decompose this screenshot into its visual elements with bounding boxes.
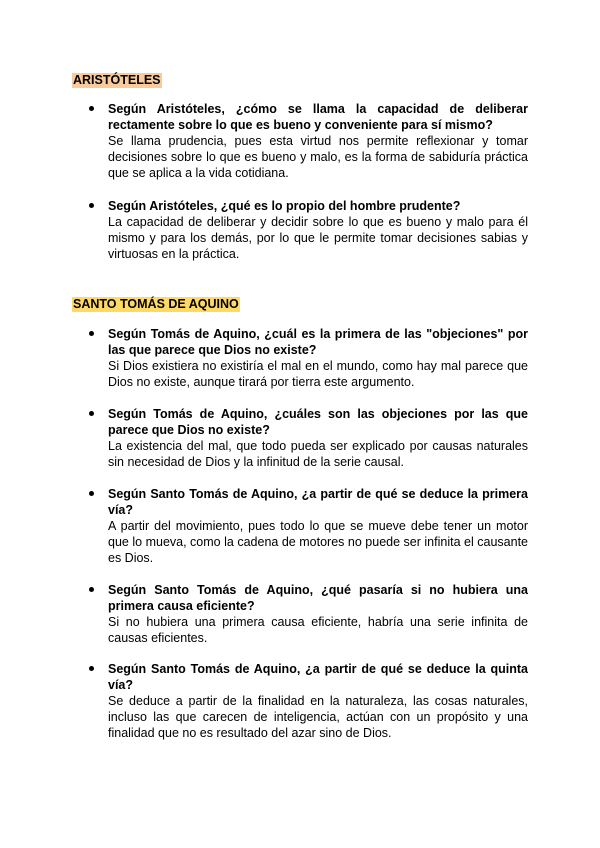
section-heading-aristoteles bbox=[72, 71, 528, 89]
question-text: Según Tomás de Aquino, ¿cuáles son las objeciones por las que parece que Dios no existe? bbox=[108, 407, 528, 437]
bullet-icon bbox=[89, 106, 94, 111]
section-heading: SANTO TOMÁS DE AQUINO bbox=[73, 297, 239, 311]
bullet-icon bbox=[89, 666, 94, 671]
section-heading-santo-tomas bbox=[72, 295, 528, 313]
bullet-icon bbox=[89, 203, 94, 208]
list-item bbox=[72, 582, 528, 646]
question-text: Según Santo Tomás de Aquino, ¿a partir de qué se deduce la quinta vía? bbox=[108, 662, 528, 692]
question-text: Según Santo Tomás de Aquino, ¿a partir de qué se deduce la primera vía? bbox=[108, 487, 528, 517]
answer-text: La existencia del mal, que todo pueda ser explicado por causas naturales sin necesidad de Dios y la infinitud de la serie causal. bbox=[108, 439, 528, 469]
list-item bbox=[72, 406, 528, 470]
question-text: Según Santo Tomás de Aquino, ¿qué pasaría si no hubiera una primera causa eficiente? bbox=[108, 583, 528, 613]
list-item bbox=[72, 101, 528, 181]
bullet-icon bbox=[89, 587, 94, 592]
answer-text: A partir del movimiento, pues todo lo que se mueve debe tener un motor que lo mueva, como la cadena de motores no puede ser infinita el causante es Dios. bbox=[108, 519, 528, 565]
bullet-icon bbox=[89, 491, 94, 496]
answer-text: Se llama prudencia, pues esta virtud nos permite reflexionar y tomar decisiones sobre lo que es bueno y malo, es la forma de sabiduría práctica que se aplica a la vida cotidiana. bbox=[108, 134, 528, 180]
section-heading: ARISTÓTELES bbox=[73, 73, 161, 87]
answer-text: La capacidad de deliberar y decidir sobre lo que es bueno y malo para él mismo y para los demás, por lo que le permite tomar decisiones sabias y virtuosas en la práctica. bbox=[108, 215, 528, 261]
list-item bbox=[72, 198, 528, 262]
question-text: Según Tomás de Aquino, ¿cuál es la primera de las "objeciones" por las que parece que Dios no existe? bbox=[108, 327, 528, 357]
question-text: Según Aristóteles, ¿qué es lo propio del hombre prudente? bbox=[108, 199, 461, 213]
list-item bbox=[72, 661, 528, 741]
list-item bbox=[72, 486, 528, 566]
bullet-icon bbox=[89, 331, 94, 336]
answer-text: Se deduce a partir de la finalidad en la naturaleza, las cosas naturales, incluso las que carecen de inteligencia, actúan con un propósito y una finalidad que no es resultado del azar sino de Dios. bbox=[108, 694, 528, 740]
bullet-icon bbox=[89, 411, 94, 416]
answer-text: Si no hubiera una primera causa eficiente, habría una serie infinita de causas eficientes. bbox=[108, 615, 528, 645]
answer-text: Si Dios existiera no existiría el mal en el mundo, como hay mal parece que Dios no existe, aunque tirará por tierra este argumento. bbox=[108, 359, 528, 389]
question-text: Según Aristóteles, ¿cómo se llama la capacidad de deliberar rectamente sobre lo que es bueno y conveniente para sí mismo? bbox=[108, 102, 528, 132]
list-item bbox=[72, 326, 528, 390]
